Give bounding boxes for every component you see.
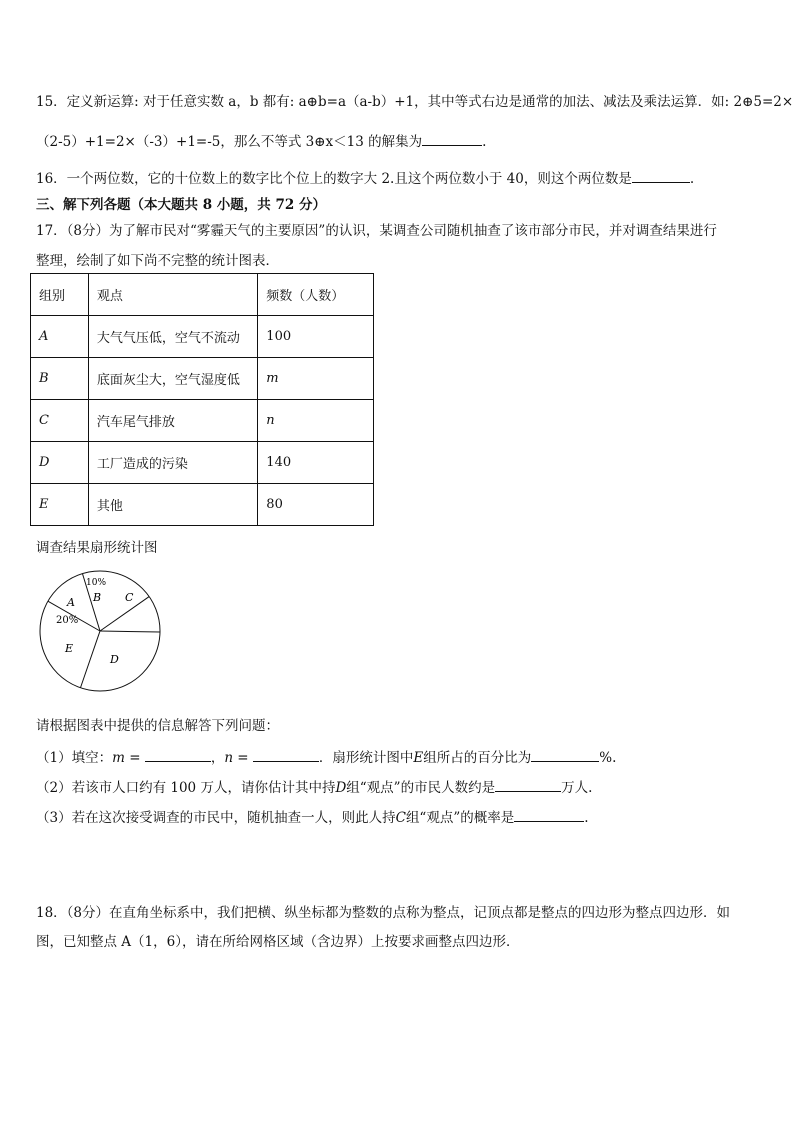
q17-sub2 [36,776,592,796]
q16-answer-blank[interactable] [632,168,690,183]
q17-sub3 [36,806,589,826]
sub1-intro: （1）填空： [36,750,113,766]
answer-blank-d[interactable] [495,777,561,792]
sub1-tail: 组所占的百分比为 [423,750,532,766]
table-row [31,484,374,526]
sub3-text: （3）若在这次接受调查的市民中，随机抽查一人，则此人持 [36,810,396,826]
q18-line2: 图，已知整点 A（1，6），请在所给网格区域（含边界）上按要求画整点四边形． [36,934,520,950]
table-cell-group: B [31,358,89,400]
q17-line1: 17．（8分）为了解市民对“雾霾天气的主要原因”的认识，某调查公司随机抽查了该市部分市民，并对调查结果进行 [36,223,717,239]
table-cell-count: 140 [258,442,374,484]
sub3-end: . [584,810,589,826]
var-m: m [112,750,125,766]
table-row [31,358,374,400]
table-row [31,400,374,442]
table-cell-count: m [258,358,374,400]
q15-line2 [36,130,486,150]
q17-line2: 整理，绘制了如下尚不完整的统计图表． [36,253,279,269]
sub1-sep: ， [210,750,225,766]
q18-line1: 18．（8分）在直角坐标系中，我们把横、纵坐标都为整数的点称为整点，记顶点都是整点的四边形为整点四边形．如 [36,905,731,921]
sub1-eq1: = [124,750,145,766]
var-n: n [224,750,234,766]
sub1-mid: ．扇形统计图中 [318,750,414,766]
pie-label-b: B [93,591,102,604]
var-c: C [395,810,406,826]
var-d: D [335,780,347,796]
var-e: E [413,750,424,766]
table-cell-view: 底面灰尘大，空气湿度低 [88,358,257,400]
sub2-text: （2）若该市人口约有 100 万人，请你估计其中持 [36,780,336,796]
q16-period: . [689,171,695,187]
table-cell-view: 大气气压低，空气不流动 [88,316,257,358]
q15-text: （2-5）+1=2×（-3）+1=-5，那么不等式 3⊕x＜13 的解集为 [36,134,423,150]
table-row [31,442,374,484]
answer-blank-e-percent[interactable] [531,747,599,762]
pie-label-e: E [65,642,74,655]
table-cell-view: 汽车尾气排放 [88,400,257,442]
table-header-row [31,274,374,316]
pie-label-c: C [125,591,134,604]
q15-answer-blank[interactable] [422,131,482,146]
table-cell-group: C [31,400,89,442]
answer-blank-n[interactable] [253,747,319,762]
q16-text: 16．一个两位数，它的十位数上的数字比个位上的数字大 2.且这个两位数小于 40，则这个两位数是 [36,171,632,187]
table-cell-group: D [31,442,89,484]
q15-line1: 15．定义新运算: 对于任意实数 a，b 都有: a⊕b=a（a-b）+1，其中等式右边是通常的加法、减法及乘法运算．如: 2⊕5=2× [36,94,794,110]
answer-blank-m[interactable] [145,747,211,762]
section-heading: 三、解下列各题（本大题共 8 小题，共 72 分） [36,197,326,213]
q17-sub1 [36,746,616,766]
pie-label-d: D [110,653,119,666]
table-cell-view: 其他 [88,484,257,526]
table-cell-count: 80 [258,484,374,526]
q16-line [36,167,694,187]
pie-chart-title: 调查结果扇形统计图 [36,540,158,556]
table-cell-count: n [258,400,374,442]
pie-chart [36,568,164,696]
table-cell-group: E [31,484,89,526]
table-row [31,316,374,358]
table-header-cell: 频数（人数） [258,274,374,316]
sub2-end: 万人. [561,780,593,796]
sub1-end: %. [599,750,617,766]
table-cell-group: A [31,316,89,358]
table-header-cell: 组别 [31,274,89,316]
answer-blank-c[interactable] [514,807,584,822]
pie-label-a-percent: 20% [56,615,79,626]
table-cell-count: 100 [258,316,374,358]
table-cell-view: 工厂造成的污染 [88,442,257,484]
pie-label-a: A [67,596,75,609]
sub3-text2: 组“观点”的概率是 [405,810,515,826]
sub1-eq2: = [233,750,253,766]
frequency-table [30,273,374,526]
table-header-cell: 观点 [88,274,257,316]
q17-prompt: 请根据图表中提供的信息解答下列问题： [36,718,279,734]
sub2-text2: 组“观点”的市民人数约是 [346,780,496,796]
q15-period: . [482,134,487,150]
pie-label-b-percent: 10% [86,578,107,588]
